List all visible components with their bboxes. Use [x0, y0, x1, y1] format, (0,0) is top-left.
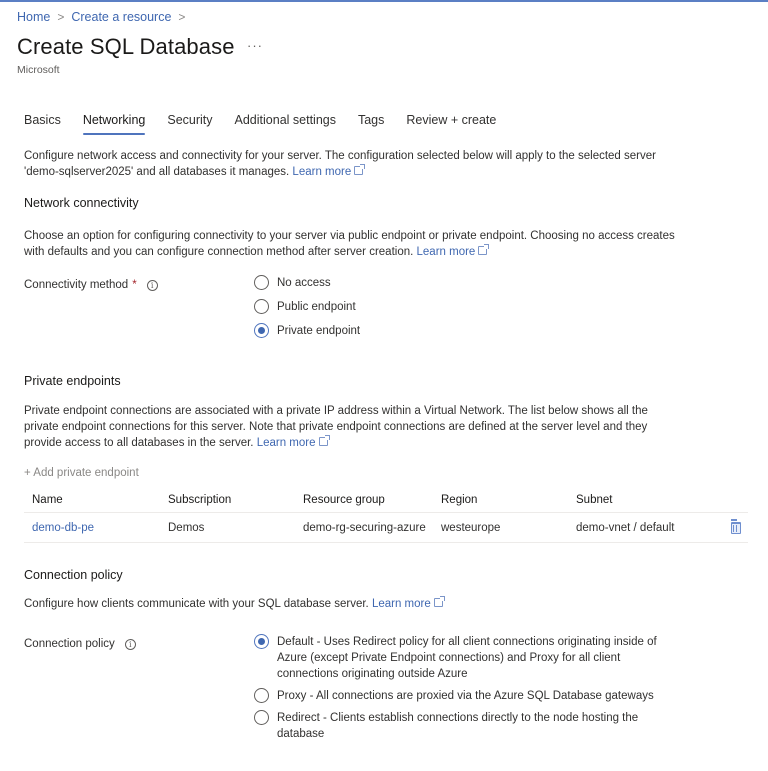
- connectivity-method-label: [24, 279, 158, 291]
- tab-basics[interactable]: Basics: [24, 113, 61, 127]
- radio-proxy[interactable]: [254, 688, 674, 704]
- private-endpoints-text: Private endpoint connections are associated with a private IP address within a Virtual Network. The list below shows all the private endpoint connections for this server. Note that private endpoint connections are defined at the server level and they provide access to all databases in the server.: [24, 405, 648, 449]
- intro-text: Configure network access and connectivity for your server. The configuration selected below will apply to the selected server 'demo-sqlserver2025' and all databases it manages.: [24, 150, 656, 178]
- tab-review-create[interactable]: Review + create: [406, 113, 497, 127]
- column-header-region: Region: [441, 493, 478, 506]
- cell-region: westeurope: [441, 521, 501, 534]
- radio-label: Redirect - Clients establish connections directly to the node hosting the database: [277, 712, 639, 740]
- required-asterisk: *: [132, 279, 137, 291]
- external-link-icon: [319, 437, 328, 446]
- section-heading-private-endpoints: Private endpoints: [24, 374, 121, 388]
- info-icon[interactable]: i: [147, 280, 158, 291]
- radio-button[interactable]: [254, 710, 269, 725]
- network-connectivity-text: Choose an option for configuring connectivity to your server via public endpoint or private endpoint. Choosing no access creates with defaults and you can configure connection method after server creation.: [24, 230, 675, 258]
- cell-subscription: Demos: [168, 521, 205, 534]
- tab-bar: [24, 113, 518, 135]
- tab-security[interactable]: Security: [167, 113, 213, 127]
- radio-button-selected[interactable]: [254, 323, 269, 338]
- section-heading-network-connectivity: Network connectivity: [24, 196, 139, 210]
- table-row: [24, 513, 748, 543]
- learn-more-link[interactable]: [257, 437, 328, 449]
- learn-more-label: Learn more: [416, 246, 476, 258]
- breadcrumb-home[interactable]: Home: [17, 10, 51, 24]
- radio-label: Public endpoint: [277, 301, 356, 313]
- radio-label: Private endpoint: [277, 325, 361, 337]
- private-endpoints-table: [24, 487, 748, 543]
- page-title: Create SQL Database: [17, 34, 235, 59]
- chevron-right-icon: >: [57, 10, 65, 24]
- column-header-subnet: Subnet: [576, 493, 613, 506]
- radio-public-endpoint[interactable]: [254, 299, 360, 315]
- cell-subnet: demo-vnet / default: [576, 521, 675, 534]
- radio-label: No access: [277, 277, 331, 289]
- learn-more-label: Learn more: [292, 166, 352, 178]
- learn-more-link[interactable]: [417, 246, 488, 258]
- add-private-endpoint-button[interactable]: + Add private endpoint: [24, 467, 139, 479]
- top-accent-bar: [0, 0, 768, 2]
- learn-more-label: Learn more: [371, 598, 431, 610]
- radio-button-selected[interactable]: [254, 634, 269, 649]
- radio-redirect[interactable]: [254, 710, 674, 742]
- radio-default[interactable]: [254, 634, 674, 682]
- radio-no-access[interactable]: [254, 275, 360, 291]
- connection-policy-text: Connection policy: [24, 638, 115, 650]
- learn-more-link[interactable]: [372, 598, 443, 610]
- info-icon[interactable]: i: [125, 639, 136, 650]
- column-header-resource-group: Resource group: [303, 493, 385, 506]
- section-heading-connection-policy: Connection policy: [24, 568, 123, 582]
- more-options-icon[interactable]: ···: [247, 38, 263, 53]
- chevron-right-icon: >: [178, 10, 186, 24]
- radio-button[interactable]: [254, 299, 269, 314]
- external-link-icon: [478, 246, 487, 255]
- network-connectivity-description: [24, 228, 684, 260]
- external-link-icon: [434, 598, 443, 607]
- endpoint-name-link[interactable]: demo-db-pe: [32, 521, 95, 534]
- radio-button[interactable]: [254, 275, 269, 290]
- learn-more-label: Learn more: [256, 437, 316, 449]
- cell-resource-group: demo-rg-securing-azure: [303, 521, 426, 534]
- tab-tags[interactable]: Tags: [357, 113, 385, 127]
- learn-more-link[interactable]: [292, 166, 363, 178]
- private-endpoints-description: [24, 403, 654, 451]
- connection-policy-text: Configure how clients communicate with your SQL database server.: [24, 598, 369, 610]
- radio-label: Proxy - All connections are proxied via the Azure SQL Database gateways: [277, 690, 654, 702]
- column-header-subscription: Subscription: [168, 493, 232, 506]
- trash-icon: [731, 522, 741, 534]
- connection-policy-label: [24, 638, 136, 650]
- publisher-label: Microsoft: [17, 64, 60, 76]
- breadcrumb-create-resource[interactable]: Create a resource: [71, 10, 172, 24]
- external-link-icon: [354, 166, 363, 175]
- connection-policy-description: [24, 596, 684, 612]
- connectivity-method-text: Connectivity method: [24, 279, 129, 291]
- radio-private-endpoint[interactable]: [254, 323, 360, 339]
- intro-description: [24, 148, 684, 180]
- tab-networking[interactable]: Networking: [83, 113, 146, 135]
- delete-button[interactable]: [724, 522, 748, 534]
- tab-additional-settings[interactable]: Additional settings: [234, 113, 336, 127]
- connectivity-method-radio-group: [254, 275, 360, 339]
- radio-label: Default - Uses Redirect policy for all client connections originating inside of Azure (except Private Endpoint connections) and Proxy for all client connections originating outside Azure: [277, 636, 657, 680]
- connection-policy-radio-group: [254, 634, 674, 742]
- breadcrumb: [17, 10, 185, 24]
- column-header-name: Name: [32, 493, 63, 506]
- radio-button[interactable]: [254, 688, 269, 703]
- table-header: [24, 487, 748, 513]
